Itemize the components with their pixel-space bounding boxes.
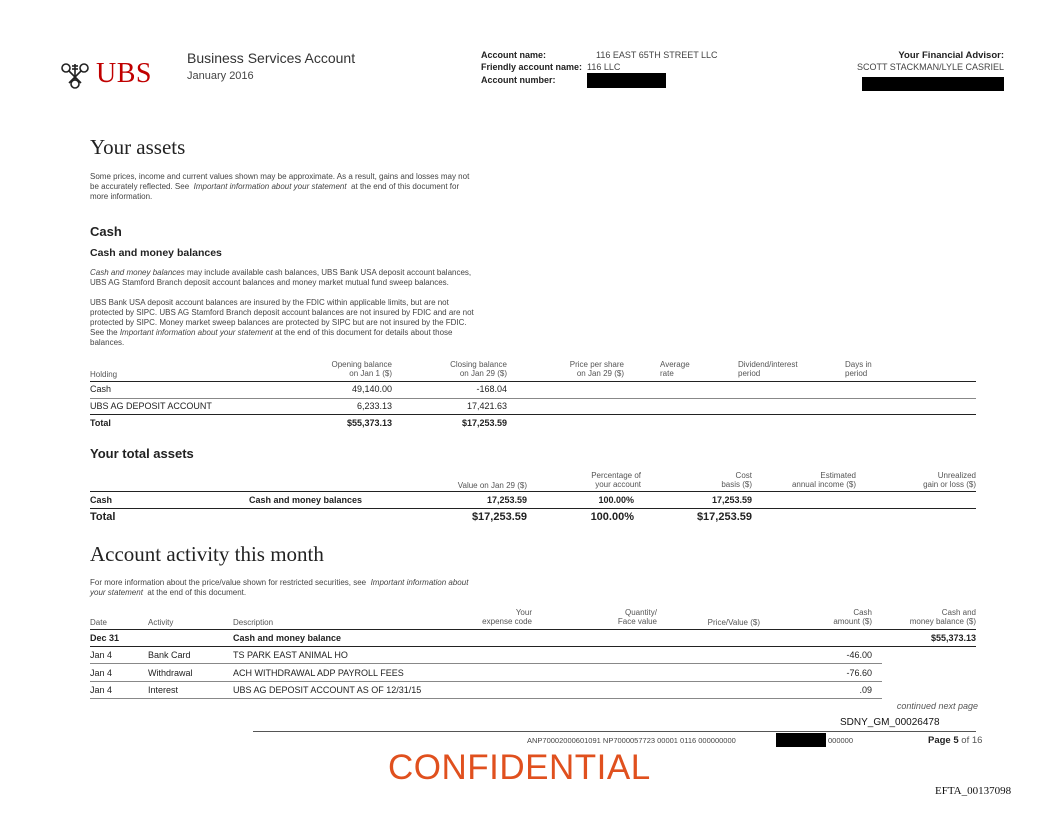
act-row-1-desc: TS PARK EAST ANIMAL HO <box>233 650 348 660</box>
redaction-advisor <box>862 77 1004 91</box>
ta-col-value: Value on Jan 29 ($) <box>457 481 527 490</box>
act-col-balance-line-1: Cash and <box>941 608 976 617</box>
continued-note: continued next page <box>896 701 978 711</box>
col-opening-line-2: on Jan 1 ($) <box>349 369 392 378</box>
activity-important-info-link-2[interactable]: your statement <box>90 588 143 597</box>
act-row-rule-3 <box>90 698 882 699</box>
col-closing-line-1: Closing balance <box>450 360 507 369</box>
advisor-label: Your Financial Advisor: <box>898 50 1004 61</box>
assets-intro <box>90 172 510 202</box>
act-col-balance <box>880 608 976 626</box>
account-name-label: Account name: <box>481 50 547 60</box>
confidential-stamp: CONFIDENTIAL <box>388 748 651 787</box>
act-row-2-desc: ACH WITHDRAWAL ADP PAYROLL FEES <box>233 668 404 678</box>
cash-para-1 <box>90 268 520 288</box>
ta-total-value: $17,253.59 <box>471 511 527 523</box>
act-row-3-activity: Interest <box>148 685 179 695</box>
col-average-rate-line-2: rate <box>660 369 674 378</box>
act-open-desc: Cash and money balance <box>233 633 342 643</box>
col-price-line-1: Price per share <box>569 360 624 369</box>
col-days-line-2: period <box>845 369 868 378</box>
ta-row-label: Cash <box>90 495 113 505</box>
assets-intro-line-1: Some prices, income and current values shown may be approximate. As a result, gains and losses may not <box>90 172 470 181</box>
page-label: Page <box>928 735 951 746</box>
assets-intro-text-2: at the end of this document for <box>351 182 460 191</box>
cash-row-1-closing: -168.04 <box>476 384 507 394</box>
cash-subheading: Cash and money balances <box>90 247 222 259</box>
act-col-activity: Activity <box>148 618 174 627</box>
ta-row-value: 17,253.59 <box>486 495 527 505</box>
efta-number: EFTA_00137098 <box>935 785 1012 797</box>
col-holding: Holding <box>90 370 118 379</box>
account-name-value: 116 EAST 65TH STREET LLC <box>596 50 718 60</box>
act-open-rule <box>90 646 976 647</box>
ta-row-cost: 17,253.59 <box>711 495 752 505</box>
page-total: 16 <box>971 735 983 746</box>
cash-total-label: Total <box>90 418 111 428</box>
cash-para-2 <box>90 298 530 348</box>
ta-total-label: Total <box>90 511 116 523</box>
bates-number: SDNY_GM_00026478 <box>840 717 940 728</box>
advisor-value: SCOTT STACKMAN/LYLE CASRIEL <box>856 62 1004 72</box>
activity-intro-line-1 <box>90 578 530 588</box>
cash-row-rule-1 <box>90 398 976 399</box>
footer-code-a: ANP70002000601091 NP7000057723 00001 0116 000000000 <box>527 736 736 745</box>
account-number-label: Account number: <box>481 75 556 85</box>
col-average-rate-line-1: Average <box>660 360 690 369</box>
keys-icon <box>58 60 92 92</box>
act-col-balance-line-2: money balance ($) <box>909 617 976 626</box>
ta-col-pct-line-1: Percentage of <box>591 471 641 480</box>
col-price-line-2: on Jan 29 ($) <box>576 369 624 378</box>
important-info-link[interactable]: Important information about your statement <box>193 182 347 191</box>
cash-para-1-line-2: UBS AG Stamford Branch deposit account balances and money market mutual fund sweep balances. <box>90 278 449 287</box>
cash-heading: Cash <box>90 224 122 239</box>
total-assets-heading: Your total assets <box>90 446 194 461</box>
activity-title: Account activity this month <box>90 542 324 566</box>
cash-para-1-text: may include available cash balances, UBS Bank USA deposit account balances, <box>186 268 472 277</box>
col-days <box>845 360 872 378</box>
act-col-description: Description <box>233 618 274 627</box>
ta-col-unrealized-line-2: gain or loss ($) <box>923 480 976 489</box>
page-of: of <box>961 735 970 746</box>
ta-col-pct <box>545 471 641 489</box>
act-col-cash <box>790 608 872 626</box>
assets-intro-text: be accurately reflected. See <box>90 182 190 191</box>
act-row-1-date: Jan 4 <box>90 650 113 660</box>
act-col-quantity-line-2: Face value <box>617 617 657 626</box>
redaction-footer <box>776 733 826 747</box>
act-open-balance: $55,373.13 <box>930 633 976 643</box>
important-info-link-2[interactable]: Important information about your statement <box>119 328 273 337</box>
logo-text: UBS <box>96 58 152 89</box>
ta-header-rule <box>90 491 976 492</box>
act-row-rule-1 <box>90 663 882 664</box>
cash-para-2-line-1: UBS Bank USA deposit account balances are insured by the FDIC within applicable limits, but are not <box>90 298 449 307</box>
act-row-3-date: Jan 4 <box>90 685 113 695</box>
assets-intro-line-2 <box>90 182 510 192</box>
act-row-1-amount: -46.00 <box>846 650 872 660</box>
friendly-name-label: Friendly account name: <box>481 62 583 72</box>
account-type: Business Services Account <box>187 50 356 66</box>
act-col-price: Price/Value ($) <box>707 618 760 627</box>
ta-col-estimated-line-1: Estimated <box>820 471 856 480</box>
col-dividend-line-2: period <box>738 369 761 378</box>
cash-row-2-closing: 17,421.63 <box>466 401 507 411</box>
act-col-quantity-line-1: Quantity/ <box>624 608 657 617</box>
assets-intro-line-3: more information. <box>90 192 153 201</box>
activity-intro-text-2: at the end of this document. <box>147 588 247 597</box>
act-col-cash-line-2: amount ($) <box>833 617 872 626</box>
col-closing-line-2: on Jan 29 ($) <box>459 369 507 378</box>
act-open-date: Dec 31 <box>90 633 120 643</box>
friendly-name-value: 116 LLC <box>587 62 621 72</box>
cash-para-1-line-1 <box>90 268 520 278</box>
activity-intro-text: For more information about the price/value shown for restricted securities, see <box>90 578 367 587</box>
ta-col-unrealized-line-1: Unrealized <box>937 471 976 480</box>
col-price <box>522 360 624 378</box>
act-col-quantity <box>560 608 657 626</box>
col-closing <box>407 360 507 378</box>
page-indicator <box>928 735 982 746</box>
footer-rule <box>253 731 976 732</box>
act-row-2-amount: -76.60 <box>846 668 872 678</box>
act-row-2-date: Jan 4 <box>90 668 113 678</box>
act-row-rule-2 <box>90 681 882 682</box>
statement-period: January 2016 <box>187 70 254 82</box>
act-col-expense-line-2: expense code <box>482 617 532 626</box>
cash-para-2-see: See the <box>90 328 118 337</box>
col-opening-line-1: Opening balance <box>331 360 392 369</box>
col-average-rate <box>660 360 690 378</box>
col-opening <box>290 360 392 378</box>
act-row-2-activity: Withdrawal <box>148 668 193 678</box>
footer-code-b: 000000 <box>828 736 854 745</box>
cash-para-2-line-5: balances. <box>90 338 125 347</box>
assets-title: Your assets <box>90 135 186 159</box>
cash-total-opening: $55,373.13 <box>346 418 392 428</box>
cash-para-2-line-2: protected by SIPC. UBS AG Stamford Branch deposit account balances are not insured by FDIC and are not <box>90 308 474 317</box>
cash-row-rule-2 <box>90 414 976 415</box>
ta-row-rule <box>90 508 976 509</box>
act-col-date: Date <box>90 618 107 627</box>
ta-col-cost <box>660 471 752 489</box>
act-row-3-desc: UBS AG DEPOSIT ACCOUNT AS OF 12/31/15 <box>233 685 422 695</box>
ta-total-cost: $17,253.59 <box>696 511 752 523</box>
act-col-expense <box>430 608 532 626</box>
cash-para-2-rest: at the end of this document for details about those <box>275 328 453 337</box>
activity-intro <box>90 578 530 598</box>
ta-col-estimated <box>760 471 856 489</box>
act-header-rule <box>90 629 976 630</box>
cash-para-2-line-3: protected by SIPC. Money market sweep balances are protected by SIPC but are not insured by the FDIC. <box>90 318 467 327</box>
act-row-1-activity: Bank Card <box>148 650 191 660</box>
ta-total-pct: 100.00% <box>590 511 634 523</box>
col-dividend <box>738 360 798 378</box>
cash-row-1-holding: Cash <box>90 384 112 394</box>
cash-row-2-opening: 6,233.13 <box>356 401 392 411</box>
act-row-3-amount: .09 <box>859 685 872 695</box>
cash-para-2-line-4 <box>90 328 530 338</box>
ta-col-pct-line-2: your account <box>595 480 641 489</box>
cash-row-2-holding: UBS AG DEPOSIT ACCOUNT <box>90 401 212 411</box>
ta-col-estimated-line-2: annual income ($) <box>791 480 856 489</box>
activity-important-info-link[interactable]: Important information about <box>370 578 469 587</box>
ta-col-unrealized <box>880 471 976 489</box>
ta-row-desc: Cash and money balances <box>249 495 363 505</box>
ta-row-pct: 100.00% <box>598 495 634 505</box>
col-dividend-line-1: Dividend/interest <box>738 360 798 369</box>
ta-col-cost-line-2: basis ($) <box>721 480 752 489</box>
cash-table-header-rule <box>90 381 976 382</box>
redaction-account-number <box>587 73 666 88</box>
activity-intro-line-2 <box>90 588 530 598</box>
cash-para-1-term: Cash and money balances <box>90 268 185 277</box>
page-number: 5 <box>953 735 959 746</box>
col-days-line-1: Days in <box>845 360 872 369</box>
act-col-cash-line-1: Cash <box>853 608 872 617</box>
cash-row-1-opening: 49,140.00 <box>351 384 392 394</box>
act-col-expense-line-1: Your <box>515 608 532 617</box>
cash-total-closing: $17,253.59 <box>461 418 507 428</box>
ubs-logo <box>58 58 168 94</box>
ta-col-cost-line-1: Cost <box>735 471 752 480</box>
